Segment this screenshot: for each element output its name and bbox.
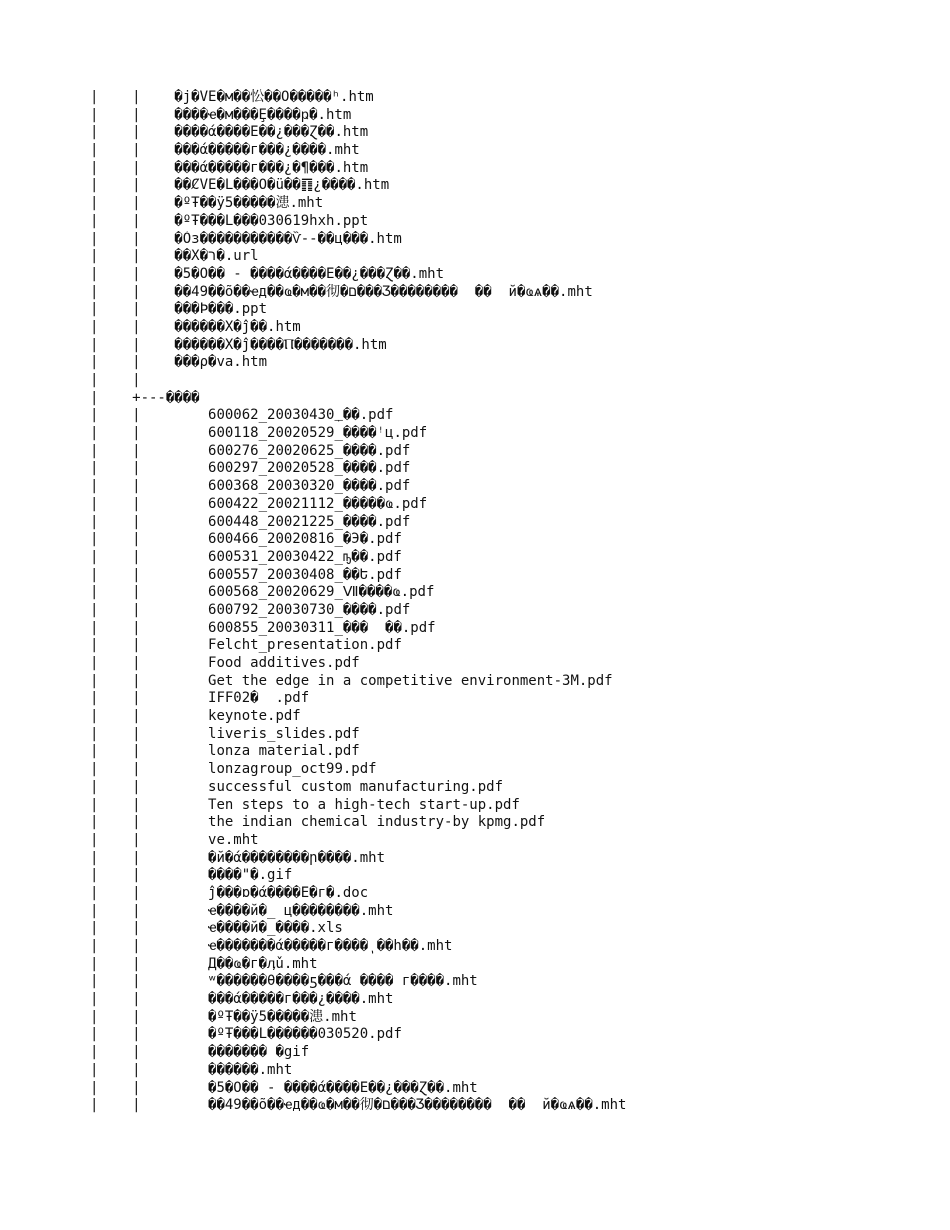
tree-connector: | | [90, 814, 209, 831]
listing-line [90, 938, 930, 956]
tree-connector: | | [90, 177, 175, 194]
file-name: 600531_20030422_ҧ��.pdf [208, 548, 402, 565]
file-name: Д��ҩ�г�ӆǔ.mht [208, 955, 318, 972]
tree-connector: | | [90, 159, 175, 176]
listing-line [90, 1080, 930, 1098]
tree-connector: | | [90, 318, 175, 335]
tree-connector: | | [90, 672, 209, 689]
file-name: 600466_20020816_�Э�.pdf [208, 531, 402, 548]
file-name: 600557_20030408_��Ե.pdf [208, 566, 402, 583]
listing-line [90, 920, 930, 938]
listing-line [90, 407, 930, 425]
listing-line [90, 991, 930, 1009]
file-name: ������Χ�ĵ����Ⲡ�������.htm [174, 336, 387, 353]
file-name: ��Χ�ר�.url [174, 248, 259, 265]
file-name: 600448_20021225_����.pdf [208, 513, 411, 530]
file-name: Get the edge in a competitive environment-3M.pdf [208, 672, 613, 689]
listing-line [90, 655, 930, 673]
listing-line [90, 584, 930, 602]
listing-line [90, 443, 930, 461]
listing-line [90, 496, 930, 514]
listing-line [90, 531, 930, 549]
tree-connector: | | [90, 991, 209, 1008]
file-name: ҽ����й�_����.xls [208, 920, 343, 937]
tree-connector: | | [90, 248, 175, 265]
listing-line [90, 761, 930, 779]
listing-line [90, 832, 930, 850]
listing-line [90, 850, 930, 868]
tree-connector: | | [90, 619, 209, 636]
file-name: the indian chemical industry-by kpmg.pdf [208, 814, 546, 831]
listing-line [90, 1026, 930, 1044]
listing-line [90, 195, 930, 213]
tree-connector: | | [90, 884, 209, 901]
file-name: 600855_20030311_��� ��.pdf [208, 619, 436, 636]
file-name: Food additives.pdf [208, 655, 360, 671]
file-name: 600422_20021112_�����ҩ.pdf [208, 495, 428, 512]
file-name: ҽ����й�_ ц��������.mht [208, 902, 394, 919]
tree-connector: | | [90, 372, 141, 388]
tree-connector: | | [90, 778, 209, 795]
tree-connector: | | [90, 124, 175, 141]
listing-line [90, 673, 930, 691]
tree-connector: | | [90, 354, 175, 371]
tree-connector: | | [90, 708, 209, 725]
file-name: ������.mht [208, 1061, 293, 1078]
listing-line [90, 1009, 930, 1027]
listing-line [90, 478, 930, 496]
tree-connector: | | [90, 743, 209, 760]
file-name: successful custom manufacturing.pdf [208, 778, 504, 795]
file-name: ���ά�����г���¿�¶���.htm [174, 159, 369, 176]
file-name: 600368_20030320_����.pdf [208, 478, 411, 495]
tree-connector: | | [90, 1026, 209, 1043]
tree-connector: | | [90, 849, 209, 866]
tree-connector: | | [90, 548, 209, 565]
listing-line [90, 1097, 930, 1115]
tree-connector: | | [90, 955, 209, 972]
file-name: ������� �gif [208, 1044, 310, 1061]
listing-line [90, 726, 930, 744]
listing-line [90, 213, 930, 231]
directory-listing [90, 89, 930, 1115]
listing-line [90, 602, 930, 620]
tree-connector: | | [90, 566, 209, 583]
listing-line [90, 867, 930, 885]
file-name: ��49��õ��ҽд��ҩ�м��彻�ם���Ʒ�������� �� й�ҩѧ��.mht [174, 283, 593, 300]
listing-line [90, 549, 930, 567]
tree-connector: | | [90, 230, 175, 247]
file-name: liveris_slides.pdf [208, 725, 360, 742]
file-name: �5�Ö�� - ����ά����Ε��¿���Ɀ��.mht [174, 265, 445, 282]
tree-connector: | | [90, 283, 175, 300]
file-name: 600792_20030730_����.pdf [208, 601, 411, 618]
listing-line [90, 142, 930, 160]
file-name: lonza material.pdf [208, 743, 360, 760]
listing-line [90, 743, 930, 761]
tree-connector: | | [90, 106, 175, 123]
listing-line [90, 160, 930, 178]
file-name: ve.mht [208, 831, 259, 848]
listing-line [90, 1062, 930, 1080]
listing-line [90, 708, 930, 726]
tree-connector: | | [90, 442, 209, 459]
file-name: lonzagroup_oct99.pdf [208, 761, 377, 778]
tree-connector: | | [90, 902, 209, 919]
tree-connector: | | [90, 212, 175, 229]
tree-connector: | | [90, 725, 209, 742]
listing-line [90, 779, 930, 797]
tree-connector: | +--- [90, 389, 166, 406]
listing-line [90, 903, 930, 921]
file-name: keynote.pdf [208, 708, 301, 725]
file-name: ĵ���ɒ�ά����Ε�г�.doc [208, 884, 369, 901]
tree-connector: | | [90, 195, 175, 212]
tree-connector: | | [90, 460, 209, 477]
tree-connector: | | [90, 637, 209, 654]
file-name: 600062_20030430_ֽ��.pdf [208, 407, 394, 424]
listing-line [90, 514, 930, 532]
file-name: Ten steps to a high-tech start-up.pdf [208, 796, 520, 813]
tree-connector: | | [90, 973, 209, 990]
listing-line [90, 337, 930, 355]
listing-line [90, 231, 930, 249]
listing-line [90, 89, 930, 107]
tree-connector: | | [90, 761, 209, 778]
file-name: ��ȻVE�L���Ö�ü��䷖¿����.htm [174, 177, 390, 194]
file-name: ʷ������θ����ƽ���ά ���� г����.mht [208, 973, 478, 990]
listing-line [90, 301, 930, 319]
file-name: IFF02� .pdf [208, 690, 310, 707]
tree-connector: | | [90, 920, 209, 937]
listing-line [90, 973, 930, 991]
folder-name: ���� [165, 389, 200, 406]
file-name: �ºŦ���L���030619hxh.ppt [174, 212, 369, 229]
listing-line [90, 690, 930, 708]
tree-connector: | | [90, 601, 209, 618]
tree-connector: | | [90, 513, 209, 530]
listing-line [90, 885, 930, 903]
listing-line [90, 567, 930, 585]
file-name: ����ά����Ε��¿���Ɀ��.htm [174, 124, 369, 141]
tree-connector: | | [90, 1097, 209, 1114]
file-name: ���ά�����г���¿����.mht [174, 142, 360, 159]
tree-connector: | | [90, 1008, 209, 1025]
tree-connector: | | [90, 584, 209, 601]
file-name: 600276_20020625_����.pdf [208, 442, 411, 459]
listing-line [90, 124, 930, 142]
tree-connector: | | [90, 142, 175, 159]
listing-line [90, 797, 930, 815]
file-name: �ºŦ��ÿ5�����漶.mht [174, 195, 324, 212]
tree-connector: | | [90, 495, 209, 512]
listing-line [90, 354, 930, 372]
tree-connector: | | [90, 407, 209, 424]
tree-connector: | | [90, 867, 209, 884]
listing-line [90, 620, 930, 638]
listing-line [90, 814, 930, 832]
tree-connector: | | [90, 938, 209, 954]
tree-connector: | | [90, 301, 175, 318]
file-name: 600568_20020629_Ⅶ����ҩ.pdf [208, 584, 435, 601]
file-name: ������Χ�ĵ��.htm [174, 318, 301, 335]
file-name: �j�VE�м��忪��Ö�����ʰ.htm [174, 89, 374, 105]
tree-connector: | | [90, 89, 175, 105]
tree-connector: | | [90, 796, 209, 813]
file-name: 600297_20020528_����.pdf [208, 460, 411, 477]
listing-line [90, 319, 930, 337]
tree-connector: | | [90, 1079, 209, 1096]
listing-line [90, 1044, 930, 1062]
listing-line [90, 390, 930, 408]
tree-connector: | | [90, 1061, 209, 1078]
file-name: ����ҽ�м���Ȩ����ҏ�.htm [174, 106, 352, 123]
listing-line [90, 284, 930, 302]
listing-line [90, 956, 930, 974]
file-name: ��49��õ��ҽд��ҩ�м��彻�ם���Ʒ�������� �� й�ҩѧ��.mht [208, 1097, 627, 1114]
tree-connector: | | [90, 1044, 209, 1061]
file-name: ҽ�������ά�����г����ٖ ��h��.mht [208, 938, 453, 954]
listing-line [90, 107, 930, 125]
tree-connector: | | [90, 478, 209, 495]
tree-connector: | | [90, 336, 175, 353]
listing-line [90, 425, 930, 443]
file-name: �Òз�����������Ѷ--��ц���.htm [174, 230, 402, 247]
tree-connector: | | [90, 425, 209, 442]
tree-connector: | | [90, 531, 209, 548]
listing-line [90, 460, 930, 478]
listing-line [90, 637, 930, 655]
listing-line [90, 266, 930, 284]
listing-line [90, 248, 930, 266]
file-name: �5�Ö�� - ����ά����Ε��¿���Ɀ��.mht [208, 1079, 478, 1096]
file-name: ���ά�����г���¿����.mht [208, 991, 394, 1008]
file-name: ����"�.gif [208, 867, 293, 884]
file-name: Felcht_presentation.pdf [208, 637, 402, 654]
tree-connector: | | [90, 831, 209, 848]
tree-connector: | | [90, 265, 175, 282]
file-name: ���Þ���.ppt [174, 301, 268, 318]
tree-connector: | | [90, 690, 209, 707]
tree-connector: | | [90, 655, 209, 671]
listing-line [90, 372, 930, 390]
file-name: ���ρ�va.htm [174, 354, 268, 371]
file-name: �ºŦ��ÿ5�����漶.mht [208, 1008, 357, 1025]
file-name: �й�ά��������ր����.mht [208, 849, 386, 866]
listing-line [90, 177, 930, 195]
file-name: 600118_20020529_����ꜝц.pdf [208, 425, 428, 442]
file-name: �ºŦ���L������030520.pdf [208, 1026, 402, 1043]
